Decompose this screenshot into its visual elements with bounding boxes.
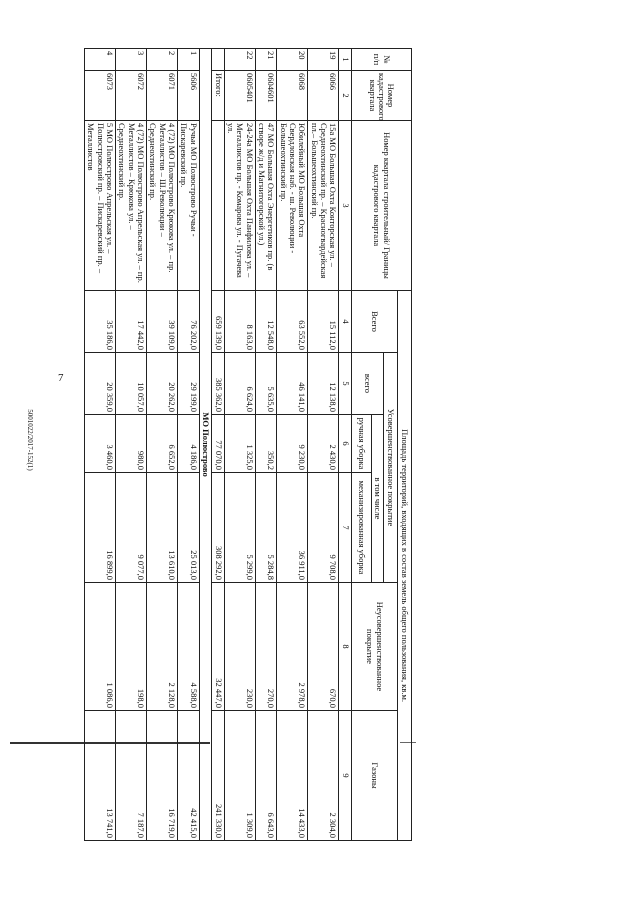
row-improved: 10 057,0 xyxy=(116,353,147,415)
total-improved: 385 362,0 xyxy=(212,353,224,415)
row-name: 4 (72) МО Полюстрово Крюкова ул. – пр. Металлистов – Ш.Революции – Среднеохтинский пр. xyxy=(147,121,178,291)
row-num: 3 xyxy=(116,49,147,71)
colnum-8: 8 xyxy=(339,583,351,711)
row-unimproved: 198,0 xyxy=(116,583,147,711)
row-lawns: 42 415,0 xyxy=(178,711,200,841)
colnum-5: 5 xyxy=(339,353,351,415)
row-unimproved: 2 978,0 xyxy=(277,583,308,711)
row-manual: 3 460,0 xyxy=(85,415,116,473)
row-num: 22 xyxy=(224,49,255,71)
colnum-9: 9 xyxy=(339,711,351,841)
table-row xyxy=(85,49,116,841)
row-total: 76 202,0 xyxy=(178,291,200,353)
row-improved: 6 624,0 xyxy=(224,353,255,415)
row-manual: 1 325,0 xyxy=(224,415,255,473)
row-mech: 9 708,0 xyxy=(308,473,339,583)
document-id: 5001022/2017-152(1) xyxy=(26,409,34,471)
row-manual: 4 186,0 xyxy=(178,415,200,473)
row-unimproved: 670,0 xyxy=(308,583,339,711)
row-total: 12 548,0 xyxy=(255,291,277,353)
total-manual: 77 070,0 xyxy=(212,415,224,473)
header-lawns: Газоны xyxy=(351,711,397,841)
row-name: 4 (72) МО Полюстрово Апрельская ул. – пр. Металлистов – Крюкова ул. – Среднеохтинский пр. xyxy=(116,121,147,291)
row-improved: 29 199,0 xyxy=(178,353,200,415)
row-name: 47 МО Большая Охта Энергетиков пр. (в створе ж/д и Магнитогорской ул.) xyxy=(255,121,277,291)
row-quarter: 6068 xyxy=(277,71,308,121)
row-improved: 5 635,0 xyxy=(255,353,277,415)
row-mech: 9 077,0 xyxy=(116,473,147,583)
table-row xyxy=(308,49,339,841)
row-improved: 12 138,0 xyxy=(308,353,339,415)
row-unimproved: 2 128,0 xyxy=(147,583,178,711)
row-manual: 980,0 xyxy=(116,415,147,473)
header-unimproved: Неусовершенствованное покрытие xyxy=(351,583,397,711)
table-row xyxy=(116,49,147,841)
row-manual: 6 652,0 xyxy=(147,415,178,473)
row-lawns: 2 304,0 xyxy=(308,711,339,841)
total-row xyxy=(212,49,224,841)
row-quarter: 5606 xyxy=(178,71,200,121)
row-name: Ручьи МО Полюстрово Ручьи - Пискаревский пр. xyxy=(178,121,200,291)
row-total: 35 186,0 xyxy=(85,291,116,353)
header-num: № п/п xyxy=(351,49,411,71)
row-name: Юбилейный МО Большая Охта Свердловская наб. - ш. Революции - Большеохтинский пр. xyxy=(277,121,308,291)
section-row xyxy=(199,49,211,841)
row-mech: 13 610,0 xyxy=(147,473,178,583)
row-lawns: 1 309,0 xyxy=(224,711,255,841)
row-improved: 20 262,0 xyxy=(147,353,178,415)
table-row xyxy=(147,49,178,841)
header-manual: ручная уборка xyxy=(351,415,371,473)
row-num: 19 xyxy=(308,49,339,71)
row-mech: 5 299,0 xyxy=(224,473,255,583)
row-quarter: 0604601 xyxy=(255,71,277,121)
total-mech: 308 292,0 xyxy=(212,473,224,583)
row-total: 39 109,0 xyxy=(147,291,178,353)
row-total: 8 163,0 xyxy=(224,291,255,353)
row-mech: 25 013,0 xyxy=(178,473,200,583)
row-manual: 9 230,0 xyxy=(277,415,308,473)
land-area-table xyxy=(84,48,412,841)
row-num: 20 xyxy=(277,49,308,71)
row-quarter: 6066 xyxy=(308,71,339,121)
row-unimproved: 1 086,0 xyxy=(85,583,116,711)
table-row xyxy=(224,49,255,841)
total-total: 659 139,0 xyxy=(212,291,224,353)
total-label: Итого: xyxy=(212,71,224,121)
row-num: 1 xyxy=(178,49,200,71)
header-quarter: Номер кадастрового квартала xyxy=(351,71,411,121)
table-row xyxy=(178,49,200,841)
row-total: 63 552,0 xyxy=(277,291,308,353)
colnum-1: 1 xyxy=(339,49,351,71)
colnum-7: 7 xyxy=(339,473,351,583)
row-total: 17 442,0 xyxy=(116,291,147,353)
row-name: 15а МО Большая Охта Конторская ул. – Среднеохтинский пр. – Красногвардейская пл.– Большеохтинский пр. xyxy=(308,121,339,291)
header-incl: в том числе xyxy=(371,415,383,583)
row-unimproved: 230,0 xyxy=(224,583,255,711)
row-total: 15 112,0 xyxy=(308,291,339,353)
row-improved: 20 359,0 xyxy=(85,353,116,415)
row-quarter: 6072 xyxy=(116,71,147,121)
row-lawns: 7 187,0 xyxy=(116,711,147,841)
header-name: Номер квартала строительный/ Границы кадастрового квартала xyxy=(351,121,411,291)
row-improved: 46 141,0 xyxy=(277,353,308,415)
row-lawns: 16 719,0 xyxy=(147,711,178,841)
total-lawns: 241 330,0 xyxy=(212,711,224,841)
row-num: 2 xyxy=(147,49,178,71)
rotated-table-frame xyxy=(86,48,412,840)
header-improved-total: всего xyxy=(351,353,383,415)
row-name: 24-24а МО Большая Охта Панфилова ул. –Металлистов пр. - Комарова ул. - Пугачева ул. xyxy=(224,121,255,291)
header-improved: Усовершенствованное покрытие xyxy=(384,353,398,583)
row-manual: 2 430,0 xyxy=(308,415,339,473)
colnum-4: 4 xyxy=(339,291,351,353)
row-lawns: 14 433,0 xyxy=(277,711,308,841)
page-number: 7 xyxy=(58,372,64,384)
table-row xyxy=(255,49,277,841)
colnum-6: 6 xyxy=(339,415,351,473)
row-mech: 36 911,0 xyxy=(277,473,308,583)
table-row xyxy=(277,49,308,841)
colnum-2: 2 xyxy=(339,71,351,121)
header-area-group: Площадь территорий, входящих в состав земель общего пользования, кв.м. xyxy=(398,291,412,841)
row-unimproved: 4 588,0 xyxy=(178,583,200,711)
row-unimproved: 270,0 xyxy=(255,583,277,711)
row-quarter: 6073 xyxy=(85,71,116,121)
header-total: Всего xyxy=(351,291,397,353)
rotated-table xyxy=(86,48,412,840)
total-unimproved: 32 447,0 xyxy=(212,583,224,711)
row-manual: 350,2 xyxy=(255,415,277,473)
section-title: МО Полюстрово xyxy=(199,49,211,841)
row-quarter: 6071 xyxy=(147,71,178,121)
header-mech: механизированная уборка xyxy=(351,473,371,583)
colnum-3: 3 xyxy=(339,121,351,291)
row-num: 21 xyxy=(255,49,277,71)
row-lawns: 13 741,0 xyxy=(85,711,116,841)
row-quarter: 0605401 xyxy=(224,71,255,121)
row-name: 5 МО Полюстрово Апрельская ул. – Полюстровский пр. – Пискаревский пр. –Металлистов xyxy=(85,121,116,291)
row-lawns: 6 643,0 xyxy=(255,711,277,841)
row-mech: 16 899,0 xyxy=(85,473,116,583)
row-mech: 5 284,8 xyxy=(255,473,277,583)
row-num: 4 xyxy=(85,49,116,71)
